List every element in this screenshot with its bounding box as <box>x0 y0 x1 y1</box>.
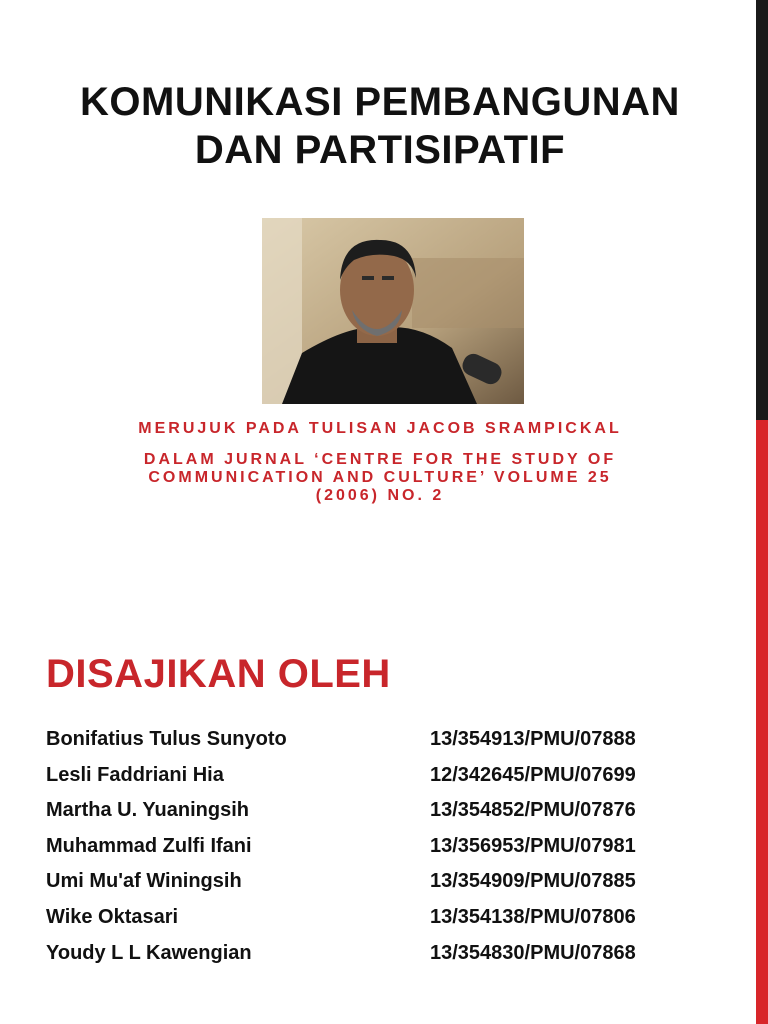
presenter-id: 13/354909/PMU/07885 <box>430 870 636 893</box>
presenter-name: Bonifatius Tulus Sunyoto <box>46 728 287 750</box>
presenter-id: 13/354138/PMU/07806 <box>430 905 636 928</box>
presenter-row <box>46 795 726 831</box>
presenters-list <box>46 724 726 973</box>
title-line-1: KOMUNIKASI PEMBANGUNAN <box>80 80 680 124</box>
presenter-id: 13/354852/PMU/07876 <box>430 799 636 822</box>
presenter-id: 13/354913/PMU/07888 <box>430 728 636 750</box>
presenter-name: Lesli Faddriani Hia <box>46 763 224 786</box>
journal-line-1: DALAM JURNAL ‘CENTRE FOR THE STUDY OF <box>143 451 617 468</box>
journal-line-3: (2006) NO. 2 <box>315 487 445 504</box>
presenter-row <box>46 938 726 974</box>
presenter-name: Muhammad Zulfi Ifani <box>46 834 252 857</box>
author-photo <box>262 218 524 404</box>
title-line-2: DAN PARTISIPATIF <box>194 128 566 172</box>
presenter-name: Martha U. Yuaningsih <box>46 799 249 822</box>
source-reference: MERUJUK PADA TULISAN JACOB SRAMPICKAL <box>138 420 622 437</box>
side-bar-dark <box>756 0 768 420</box>
presenter-row <box>46 760 726 796</box>
journal-reference <box>30 451 730 505</box>
side-bar-red <box>756 420 768 1024</box>
presenters-heading: DISAJIKAN OLEH <box>46 652 391 696</box>
presenter-row <box>46 831 726 867</box>
presenter-row <box>46 902 726 938</box>
presenter-name: Wike Oktasari <box>46 905 179 928</box>
presenter-id: 12/342645/PMU/07699 <box>430 763 636 786</box>
author-photo-illustration <box>262 218 524 404</box>
presenter-row <box>46 724 726 760</box>
presenter-name: Youdy L L Kawengian <box>46 941 252 964</box>
presenter-id: 13/356953/PMU/07981 <box>430 834 636 857</box>
presenter-id: 13/354830/PMU/07868 <box>430 941 636 964</box>
journal-line-2: COMMUNICATION AND CULTURE’ VOLUME 25 <box>148 469 612 486</box>
presenter-name: Umi Mu'af Winingsih <box>46 870 242 893</box>
presenter-row <box>46 866 726 902</box>
slide-title <box>30 78 730 174</box>
